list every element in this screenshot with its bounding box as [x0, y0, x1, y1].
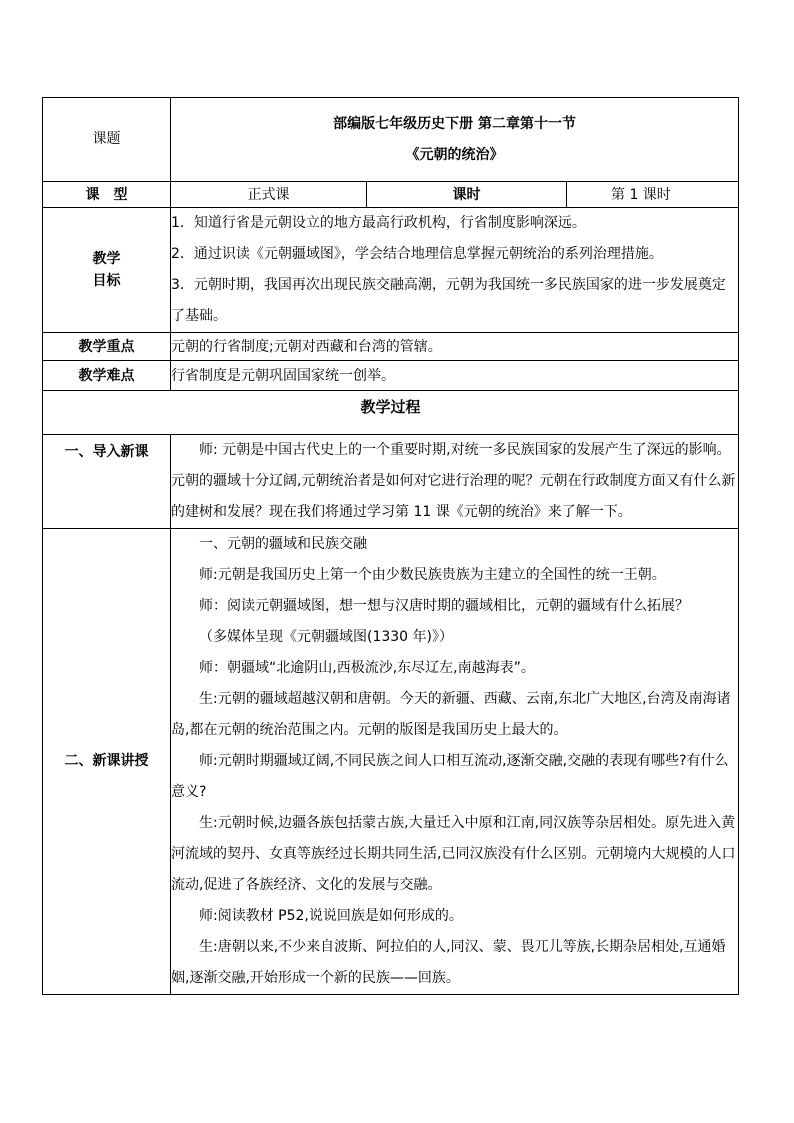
intro-paragraph: 师: 元朝是中国古代史上的一个重要时期,对统一多民族国家的发展产生了深远的影响。元朝的疆域十分辽阔,元朝统治者是如何对它进行治理的呢？元朝在行政制度方面又有什么新的建树和发展？现在我们将通过学习第 11 课《元朝的统治》来了解一下。 — [171, 442, 736, 520]
lesson-paragraph: 生:唐朝以来,不少来自波斯、阿拉伯的人,同汉、蒙、畏兀儿等族,长期杂居相处,互通婚姻,逐渐交融,开始形成一个新的民族——回族。 — [171, 939, 726, 986]
lesson-paragraph: 一、元朝的疆域和民族交融 — [199, 536, 367, 552]
difficulty-label: 教学难点 — [43, 361, 171, 391]
lesson-paragraph: （多媒体呈现《元朝疆域图(1330 年)》） — [199, 629, 454, 645]
topic-label: 课题 — [43, 98, 171, 182]
goals-label — [43, 208, 171, 333]
lesson-plan-table — [42, 97, 739, 995]
process-header-row — [43, 391, 739, 435]
new-lesson-label: 二、新课讲授 — [43, 529, 171, 995]
goal-item-2: 2．通过识读《元朝疆域图》，学会结合地理信息掌握元朝统治的系列治理措施。 — [171, 246, 663, 262]
title-line-2: 《元朝的统治》 — [405, 146, 504, 163]
period-value: 第 1 课时 — [567, 182, 739, 208]
intro-row — [43, 435, 739, 529]
lesson-paragraph: 师：阅读元朝疆域图，想一想与汉唐时期的疆域相比，元朝的疆域有什么拓展？ — [199, 598, 689, 614]
process-header: 教学过程 — [43, 391, 739, 435]
intro-content — [171, 435, 739, 529]
difficulty-row — [43, 361, 739, 391]
type-row — [43, 182, 739, 208]
intro-label: 一、导入新课 — [43, 435, 171, 529]
goal-item-3: 3．元朝时期，我国再次出现民族交融高潮，元朝为我国统一多民族国家的进一步发展奠定了基础。 — [171, 277, 726, 324]
new-lesson-content — [171, 529, 739, 995]
goal-item-1: 1．知道行省是元朝设立的地方最高行政机构，行省制度影响深远。 — [171, 215, 586, 231]
title-line-1: 部编版七年级历史下册 第二章第十一节 — [333, 115, 576, 132]
goals-label-line-2: 目标 — [92, 273, 121, 289]
lesson-paragraph: 生:元朝时候,边疆各族包括蒙古族,大量迁入中原和江南,同汉族等杂居相处。原先进入黄河流域的契丹、女真等族经过长期共同生活,已同汉族没有什么区别。元朝境内大规模的人口流动,促进了各族经济、文化的发展与交融。 — [171, 815, 736, 893]
lesson-paragraph: 师:阅读教材 P52,说说回族是如何形成的。 — [199, 908, 463, 924]
lesson-paragraph: 师：朝疆域“北逾阴山,西极流沙,东尽辽左,南越海表”。 — [199, 660, 535, 676]
goals-content — [171, 208, 739, 333]
key-points-row — [43, 333, 739, 361]
lesson-paragraph: 生:元朝的疆域超越汉朝和唐朝。今天的新疆、西藏、云南,东北广大地区,台湾及南海诸岛,都在元朝的统治范围之内。元朝的版图是我国历史上最大的。 — [171, 691, 731, 738]
period-label: 课时 — [367, 182, 567, 208]
type-value: 正式课 — [171, 182, 367, 208]
goals-row — [43, 208, 739, 333]
key-points-text: 元朝的行省制度;元朝对西藏和台湾的管辖。 — [171, 333, 739, 361]
key-points-label: 教学重点 — [43, 333, 171, 361]
new-lesson-row — [43, 529, 739, 995]
type-label: 课 型 — [43, 182, 171, 208]
lesson-paragraph: 师:元朝是我国历史上第一个由少数民族贵族为主建立的全国性的统一王朝。 — [199, 567, 666, 583]
title-row — [43, 98, 739, 182]
lesson-title — [171, 98, 739, 182]
difficulty-text: 行省制度是元朝巩固国家统一创举。 — [171, 361, 739, 391]
goals-label-line-1: 教学 — [92, 251, 121, 267]
lesson-paragraph: 师:元朝时期疆域辽阔,不同民族之间人口相互流动,逐渐交融,交融的表现有哪些?有什么意义? — [171, 753, 729, 800]
